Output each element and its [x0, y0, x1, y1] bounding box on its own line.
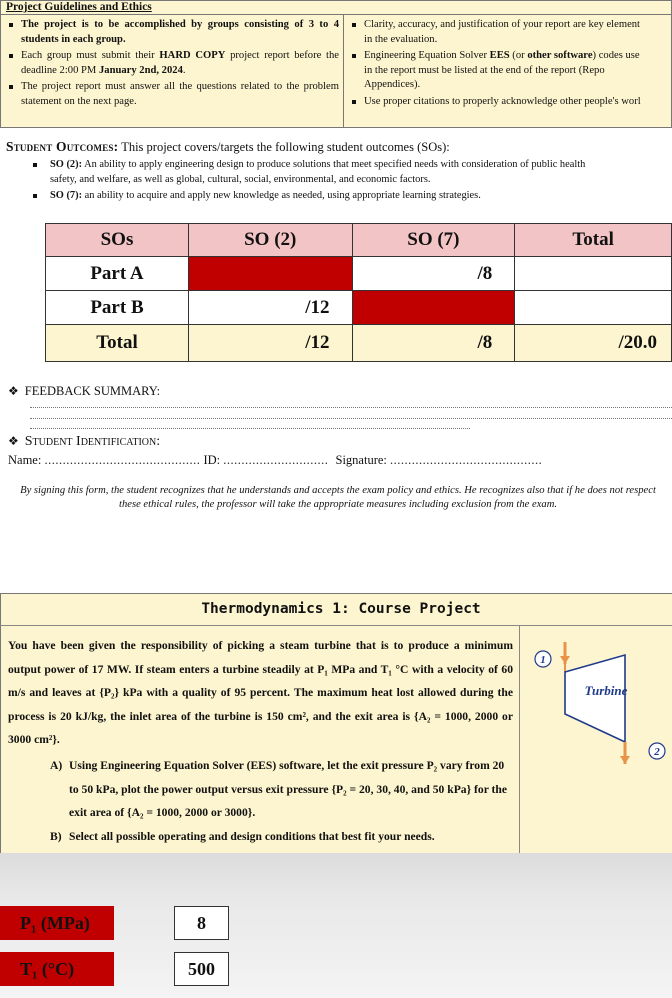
signature-field[interactable]: .......................................... [390, 453, 543, 467]
outcome-item [30, 189, 672, 204]
guideline-deadline: January 2nd, 2024 [98, 64, 183, 76]
row-label: Part A [46, 257, 189, 291]
feedback-line[interactable] [30, 407, 672, 408]
outcome-code: SO (7): [50, 190, 83, 201]
table-header: SO (2) [188, 224, 352, 257]
guideline-item [6, 18, 339, 47]
guidelines-title: Project Guidelines and Ethics [6, 1, 152, 13]
outcomes-heading [6, 139, 450, 155]
problem-statement: You have been given the responsibility of picking a steam turbine that is to produce a minimum output power of 17 MW. If steam enters a turbine steadily at P₁ MPa and T₁ °C with a velocity of 60 m/s and leaves at {P₂} kPa with a quality of 95 percent. The maximum heat lost allowed during the process is 20 kJ/kg, the inlet area of the turbine is 150 cm², and the exit area is {A₂ = 1000, 2000 or 3000 cm²}. [8, 639, 513, 746]
task-text: Using Engineering Equation Solver (EES) software, let the exit pressure P₂ vary from 20 to 50 kPa, plot the power output versus exit pressure {P₂ = 20, 30, 40, and 50 kPa} for the exit area of {A₂ = 1000, 2000 or 3000}. [69, 759, 507, 819]
row-label: Total [46, 325, 189, 362]
outcome-item [30, 158, 672, 187]
id-field[interactable]: ............................. [223, 453, 329, 467]
name-field[interactable]: ........................................... [44, 453, 201, 467]
guidelines-divider [343, 15, 344, 128]
table-header-row [46, 224, 672, 257]
diamond-bullet-icon: ❖ [8, 384, 19, 398]
outcomes-list [30, 158, 672, 206]
signature-note: By signing this form, the student recognizes that he understands and accepts the exam policy and ethics. He recognizes also that if he does not respect these ethical rules, the professor will take the appropriate measures including exclusion from the exam. [20, 485, 656, 510]
identification-title: Student Identification: [24, 434, 161, 449]
score-cell: /8 [352, 257, 515, 291]
id-label: ID: [203, 453, 221, 467]
score-cell [515, 257, 672, 291]
guidelines-right-column [349, 18, 672, 111]
row-label: Part B [46, 291, 189, 325]
feedback-line[interactable] [30, 428, 470, 429]
task-text: Select all possible operating and design conditions that best fit your needs. [69, 829, 435, 843]
t1-label: T₁ (°C) [0, 952, 114, 986]
guideline-text: in the report must be listed at the end of the report (Repo [364, 64, 605, 76]
turbine-diagram [525, 634, 672, 774]
feedback-title: FEEDBACK SUMMARY: [24, 384, 161, 398]
guideline-text: (or [509, 50, 528, 61]
project-title: Thermodynamics 1: Course Project [201, 601, 481, 617]
table-total-row [46, 325, 672, 362]
guideline-bold: HARD COPY [159, 50, 226, 61]
guideline-text: project report before the deadline 2:00 PM [21, 50, 339, 76]
outcome-text: An ability to apply engineering design to produce solutions that meet specified needs with consideration of public health [84, 159, 586, 170]
guideline-item [349, 49, 672, 93]
table-row [46, 257, 672, 291]
guideline-item [6, 49, 339, 78]
score-cell: /8 [352, 325, 515, 362]
feedback-heading [8, 384, 160, 399]
table-header: SO (7) [352, 224, 515, 257]
task-item [50, 754, 515, 825]
p1-label: P₁ (MPa) [0, 906, 114, 940]
blocked-cell [188, 257, 352, 291]
guideline-item [349, 18, 672, 47]
score-cell [515, 291, 672, 325]
guideline-item [349, 95, 672, 110]
grand-total-cell: /20.0 [515, 325, 672, 362]
guideline-text: Each group must submit their [21, 50, 160, 61]
guideline-text: The project is to be accomplished by groups consisting of 3 to 4 students in each group. [21, 19, 339, 45]
guideline-text: . [182, 64, 186, 76]
name-label: Name: [8, 453, 42, 467]
identification-fields [8, 453, 542, 468]
guideline-item [6, 80, 339, 109]
feedback-line[interactable] [30, 418, 672, 419]
guideline-text: Engineering Equation Solver [364, 50, 490, 61]
diamond-bullet-icon: ❖ [8, 434, 19, 448]
score-cell: /12 [188, 291, 352, 325]
outcome-code: SO (2): [50, 159, 83, 170]
guideline-text: Appendices). [364, 79, 421, 90]
guideline-text: ) codes use [592, 50, 640, 61]
task-label: B) [50, 829, 62, 843]
turbine-label: Turbine [584, 683, 628, 698]
guideline-text: Clarity, accuracy, and justification of your report are key element [364, 19, 641, 30]
task-label: A) [50, 759, 63, 772]
guideline-text: Use proper citations to properly acknowledge other people's worl [364, 95, 641, 107]
outcomes-title: Student Outcomes: [6, 139, 119, 154]
outcomes-intro: This project covers/targets the following student outcomes (SOs): [121, 140, 450, 154]
identification-heading [8, 434, 160, 450]
guideline-bold: EES [489, 50, 510, 61]
guideline-text: in the evaluation. [364, 33, 438, 45]
signature-label: Signature: [335, 453, 387, 467]
outlet-state-number: 2 [654, 746, 660, 758]
task-item [50, 825, 515, 849]
blocked-cell [352, 291, 515, 325]
table-row [46, 291, 672, 325]
score-cell: /12 [188, 325, 352, 362]
inlet-state-number: 1 [540, 654, 546, 666]
outlet-arrow-head-icon [620, 756, 630, 764]
table-header: Total [515, 224, 672, 257]
inlet-arrow-head-icon [560, 656, 570, 664]
p1-value-field[interactable]: 8 [174, 906, 229, 940]
guideline-bold: other software [527, 50, 593, 61]
guidelines-left-column [6, 18, 339, 111]
outcome-text: safety, and welfare, as well as global, cultural, social, environmental, and economic factors. [50, 173, 431, 185]
t1-value-field[interactable]: 500 [174, 952, 229, 986]
task-list [50, 754, 515, 848]
guideline-text: The project report must answer all the questions related to the problem statement on the next page. [21, 81, 339, 107]
so-grading-table [45, 223, 672, 362]
outcome-text: an ability to acquire and apply new knowledge as needed, using appropriate learning strategies. [84, 190, 481, 201]
table-header: SOs [46, 224, 189, 257]
project-divider [519, 626, 520, 853]
